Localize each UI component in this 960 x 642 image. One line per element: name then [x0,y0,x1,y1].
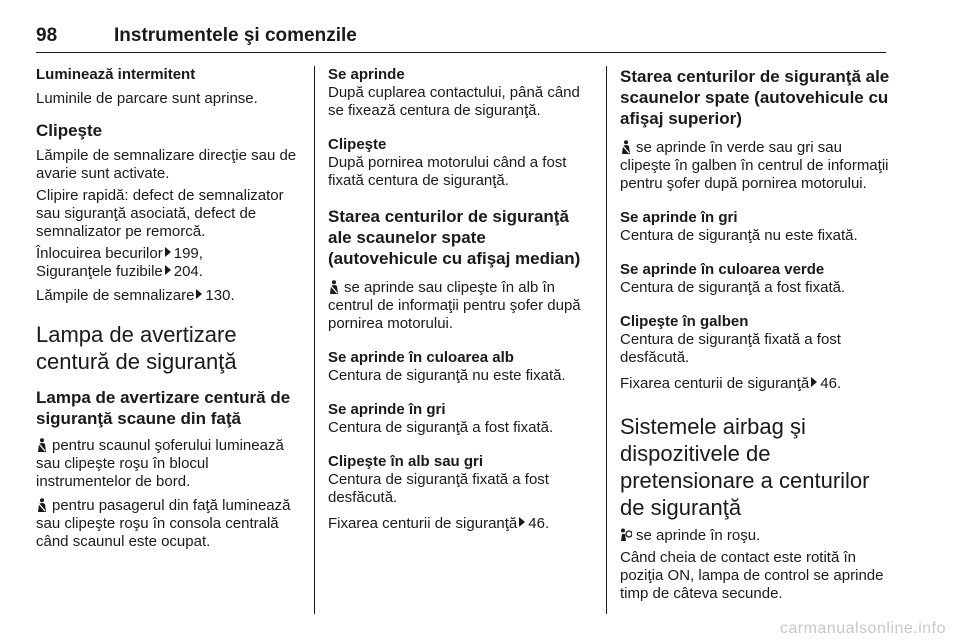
subsection-title: Starea centurilor de siguranţă ale scaunelor spate (autovehicule cu afişaj superior) [620,67,890,128]
paragraph: pentru pasagerul din faţă luminează sau clipeşte roşu în consola centrală când scaunul este ocupat. [36,497,291,550]
column-divider [314,66,315,614]
passenger-seatbelt-icon [36,498,48,512]
seatbelt-icon [620,140,632,154]
page-header [36,22,886,53]
paragraph: pentru scaunul şoferului luminează sau clipeşte roşu în blocul instrumentelor de bord. [36,437,284,490]
subsection-title: Lampa de avertizare centură de siguranţă scaune din faţă [36,388,291,428]
heading-yellow: Clipeşte în galben [620,313,749,330]
paragraph: După pornirea motorului când a fost fixată centura de siguranţă. [328,154,567,189]
paragraph: Centura de siguranţă nu este fixată. [328,367,566,384]
paragraph: Clipire rapidă: defect de semnalizator sau siguranţă asociată, defect de semnalizator pe remorcă. [36,187,284,240]
heading-green: Se aprinde în culoarea verde [620,261,825,278]
paragraph: se aprinde sau clipeşte în alb în centrul de informaţii pentru şofer după pornirea motorului. [328,279,581,332]
reference-text: Siguranţele fuzibile [36,263,163,280]
watermark: carmanualsonline.info [779,620,946,637]
reference-text: Fixarea centurii de siguranţă [620,375,810,392]
heading-flash: Clipeşte [328,136,387,153]
paragraph: Centura de siguranţă fixată a fost desfăcută. [620,331,841,366]
airbag-icon [620,528,632,542]
seatbelt-icon [328,280,340,294]
page-number: 98 [36,25,58,46]
reference-page[interactable]: 204. [173,263,203,280]
column-divider [606,66,607,614]
column-3 [620,66,890,603]
paragraph: Lămpile de semnalizare direcţie sau de avarie sunt activate. [36,147,297,182]
cross-reference [36,287,302,305]
page-arrow-icon [196,289,202,299]
heading-flash: Clipeşte [36,121,103,140]
page-arrow-icon [165,265,171,275]
cross-reference [36,245,302,281]
heading-blink: Luminează intermitent [36,66,196,83]
page-arrow-icon [519,517,525,527]
paragraph: Când cheia de contact este rotită în poziţia ON, lampa de control se aprinde timp de câteva secunde. [620,549,884,602]
section-title: Lampa de avertizare centură de siguranţă [36,322,237,374]
subsection-title: Starea centurilor de siguranţă ale scaunelor spate (autovehicule cu afişaj median) [328,207,581,268]
reference-page[interactable]: 46. [820,375,842,392]
paragraph: se aprinde în roşu. [620,527,890,545]
paragraph: Centura de siguranţă fixată a fost desfăcută. [328,471,549,506]
heading-flash-white-grey: Clipeşte în alb sau gri [328,453,484,470]
paragraph: După cuplarea contactului, până când se fixează centura de siguranţă. [328,84,580,119]
paragraph: Luminile de parcare sunt aprinse. [36,90,258,107]
reference-page[interactable]: 199, [173,245,203,262]
cross-reference [328,515,594,533]
page-arrow-icon [165,247,171,257]
paragraph: Centura de siguranţă nu este fixată. [620,227,858,244]
cross-reference [620,375,890,393]
reference-text: Fixarea centurii de siguranţă [328,515,518,532]
column-1 [36,66,302,551]
chapter-title: Instrumentele şi comenzile [114,25,357,46]
paragraph: se aprinde în verde sau gri sau clipeşte în galben în centrul de informaţii pentru şofer după pornirea motorului. [620,139,889,192]
heading-grey: Se aprinde în gri [620,209,738,226]
heading-white: Se aprinde în culoarea alb [328,349,514,366]
section-title: Sistemele airbag şi dispozitivele de pretensionare a centurilor de siguranţă [620,414,870,520]
paragraph: Centura de siguranţă a fost fixată. [620,279,846,296]
reference-text: Lămpile de semnalizare [36,287,195,304]
reference-text: Înlocuirea becurilor [36,245,163,262]
page-arrow-icon [811,377,817,387]
seatbelt-icon [36,438,48,452]
reference-page[interactable]: 130. [205,287,235,304]
heading-grey: Se aprinde în gri [328,401,446,418]
reference-page[interactable]: 46. [528,515,550,532]
paragraph: Centura de siguranţă a fost fixată. [328,419,554,436]
column-2 [328,66,594,533]
heading-on: Se aprinde [328,66,405,83]
